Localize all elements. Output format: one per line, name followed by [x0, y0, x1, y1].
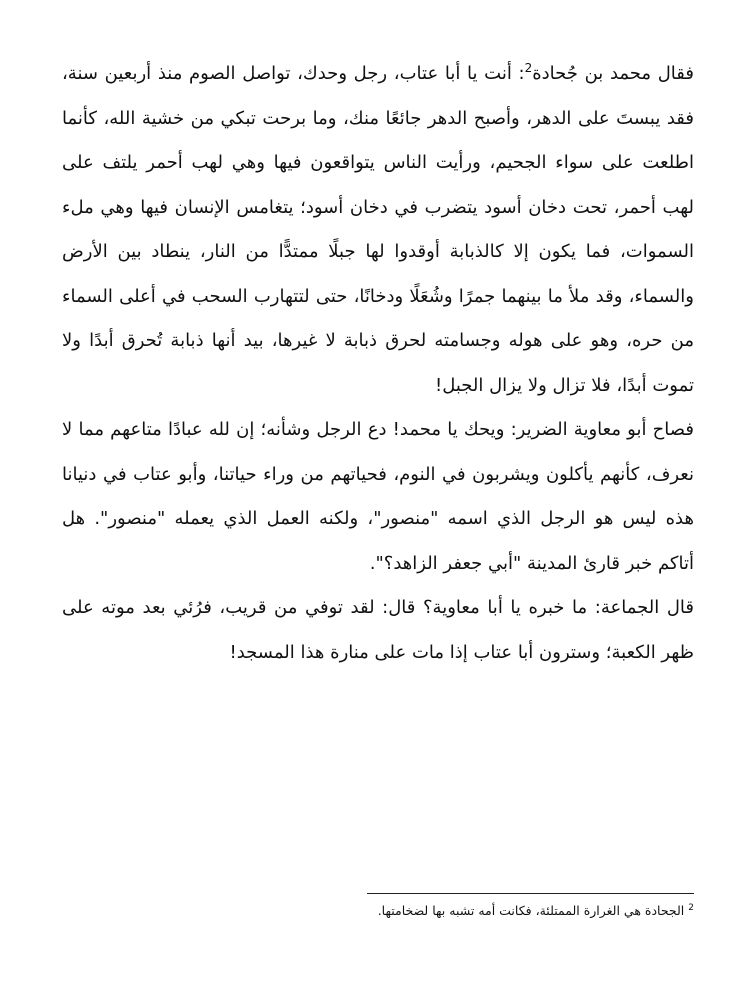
footnote-text: الجحادة هي الغرارة الممتلئة، فكانت أمه تشبه بها لضخامتها.	[377, 903, 685, 918]
footnote-separator	[367, 893, 694, 894]
paragraph-1	[62, 52, 694, 408]
paragraph-1-opening: فقال محمد بن جُحادة	[532, 63, 694, 84]
paragraph-1-text: : أنت يا أبا عتاب، رجل وحدك، تواصل الصوم منذ أربعين سنة، فقد يبستَ على الدهر، وأصبح الدهر جائعًا منك، وما برحت تبكي من خشية الله، كأنما اطلعت على سواء الجحيم، ورأيت الناس يتواقعون فيها وهي لهب أحمر يلتف على لهب أحمر، تحت دخان أسود يتضرب في دخان أسود؛ يتغامس الإنسان فيها وهي ملء السموات، فما يكون إلا كالذبابة أوقدوا لها جبلًا ممتدًّا من النار، ينطاد بين الأرض والسماء، وقد ملأ ما بينهما جمرًا وشُعَلًا ودخانًا، حتى لتتهارب السحب في أعلى السماء من حره، وهو على هوله وجسامته لحرق ذبابة لا غيرها، بيد أنها ذبابة تُحرق أبدًا ولا تموت أبدًا، فلا تزال ولا يزال الجبل!	[62, 63, 694, 396]
footnote-number: 2	[688, 902, 694, 913]
paragraph-3: قال الجماعة: ما خبره يا أبا معاوية؟ قال: لقد توفي من قريب، فرُئي بعد موته على ظهر الكعبة؛ وسترون أبا عتاب إذا مات على منارة هذا المسجد!	[62, 597, 694, 663]
footnote-reference[interactable]: 2	[524, 61, 533, 75]
document-body	[62, 52, 694, 675]
footnote	[54, 901, 694, 921]
paragraph-2: فصاح أبو معاوية الضرير: ويحك يا محمد! دع الرجل وشأنه؛ إن لله عبادًا متاعهم مما لا نعرف، كأنهم يأكلون ويشربون في النوم، فحياتهم من وراء حياتنا، وأبو عتاب في دنيانا هذه ليس هو الرجل الذي اسمه "منصور"، ولكنه العمل الذي يعمله "منصور". هل أتاكم خبر قارئ المدينة "أبي جعفر الزاهد؟".	[62, 419, 694, 574]
